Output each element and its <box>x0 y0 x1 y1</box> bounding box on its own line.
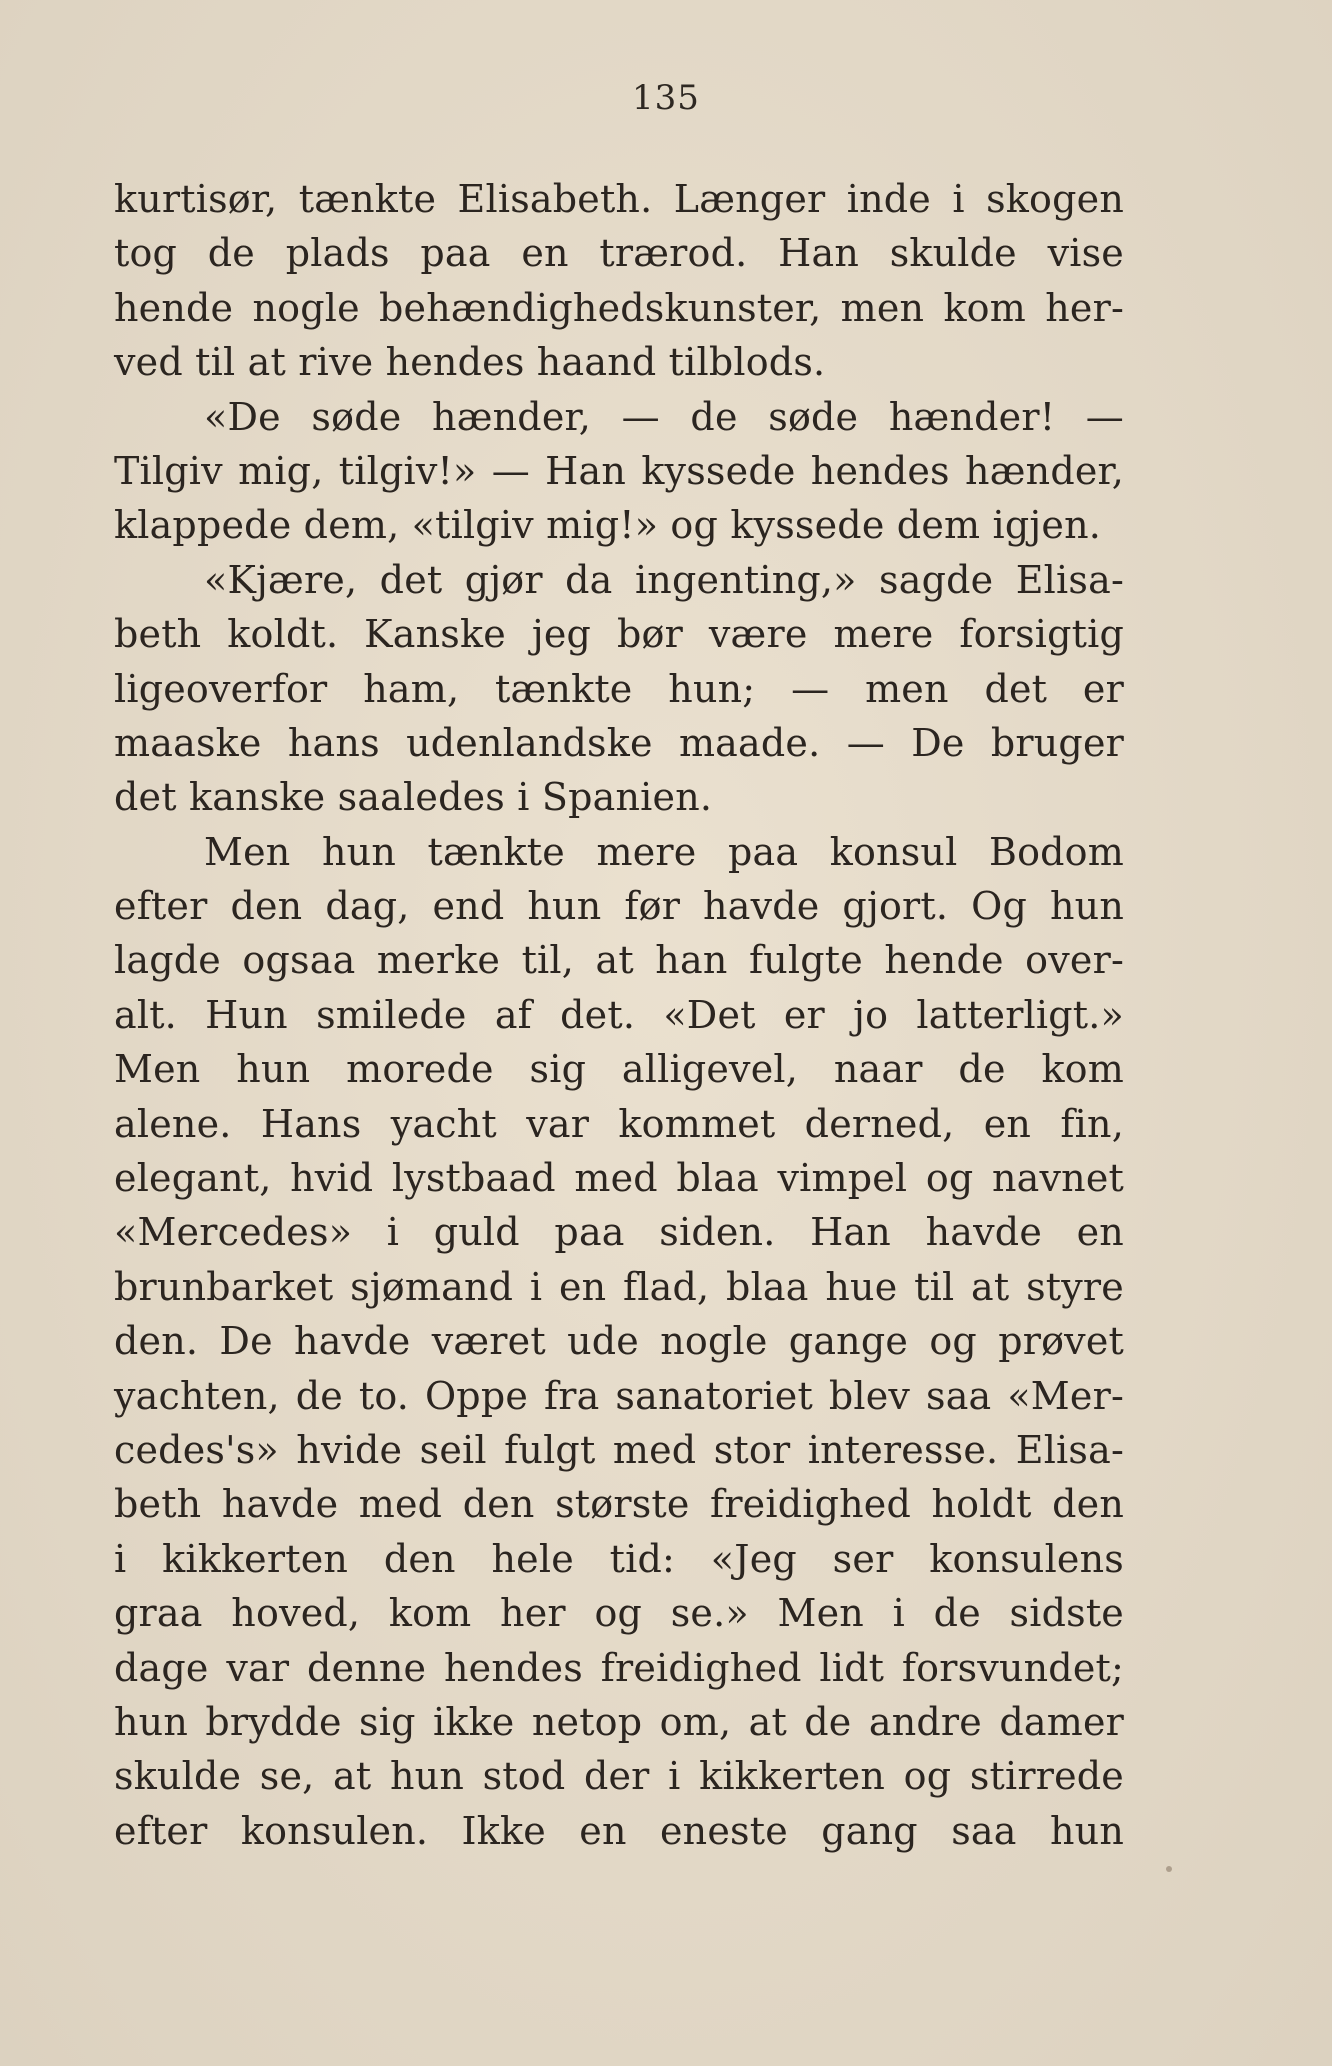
text-line: den. De havde været ude nogle gange og prøvet <box>114 1319 1124 1364</box>
text-line: det kanske saaledes i Spanien. <box>114 775 713 820</box>
text-line: beth koldt. Kanske jeg bør være mere forsigtig <box>114 612 1124 657</box>
text-line: «Mercedes» i guld paa siden. Han havde en <box>114 1210 1124 1255</box>
text-line: ligeoverfor ham, tænkte hun; — men det er <box>114 666 1124 711</box>
text-line: alene. Hans yacht var kommet derned, en fin, <box>114 1101 1124 1146</box>
paper-speck <box>1166 1866 1172 1872</box>
text-line: dage var denne hendes freidighed lidt forsvundet; <box>114 1645 1124 1690</box>
text-line: «De søde hænder, — de søde hænder! — <box>204 394 1124 439</box>
text-line: maaske hans udenlandske maade. — De bruger <box>114 720 1124 765</box>
text-line: alt. Hun smilede af det. «Det er jo latterligt.» <box>114 992 1124 1037</box>
text-line: hun brydde sig ikke netop om, at de andre damer <box>114 1699 1124 1744</box>
text-line: lagde ogsaa merke til, at han fulgte hende over- <box>114 938 1124 983</box>
text-line: yachten, de to. Oppe fra sanatoriet blev saa «Mer- <box>114 1373 1124 1418</box>
text-line: efter den dag, end hun før havde gjort. Og hun <box>114 884 1124 929</box>
body-text <box>114 172 1124 1858</box>
text-line: «Kjære, det gjør da ingenting,» sagde Elisa- <box>204 557 1124 602</box>
text-line: i kikkerten den hele tid: «Jeg ser konsulens <box>114 1536 1124 1581</box>
text-line: elegant, hvid lystbaad med blaa vimpel og navnet <box>114 1156 1124 1201</box>
text-line: klappede dem, «tilgiv mig!» og kyssede dem igjen. <box>114 503 1102 548</box>
text-line: efter konsulen. Ikke en eneste gang saa hun <box>114 1808 1124 1853</box>
text-line: Men hun tænkte mere paa konsul Bodom <box>204 829 1124 874</box>
text-line: cedes's» hvide seil fulgt med stor interesse. Elisa- <box>114 1427 1124 1472</box>
text-line: brunbarket sjømand i en flad, blaa hue til at styre <box>114 1264 1124 1309</box>
text-line: tog de plads paa en trærod. Han skulde vise <box>114 231 1124 276</box>
text-line: skulde se, at hun stod der i kikkerten og stirrede <box>114 1754 1124 1799</box>
text-line: Tilgiv mig, tilgiv!» — Han kyssede hendes hænder, <box>114 448 1124 493</box>
text-line: graa hoved, kom her og se.» Men i de sidste <box>114 1591 1124 1636</box>
text-line: hende nogle behændighedskunster, men kom her- <box>114 285 1124 330</box>
text-line: kurtisør, tænkte Elisabeth. Længer inde i skogen <box>114 177 1124 221</box>
page-number: 135 <box>632 78 700 118</box>
text-line: ved til at rive hendes haand tilblods. <box>114 340 826 385</box>
text-line: Men hun morede sig alligevel, naar de kom <box>114 1047 1124 1092</box>
text-line: beth havde med den største freidighed holdt den <box>114 1482 1124 1527</box>
